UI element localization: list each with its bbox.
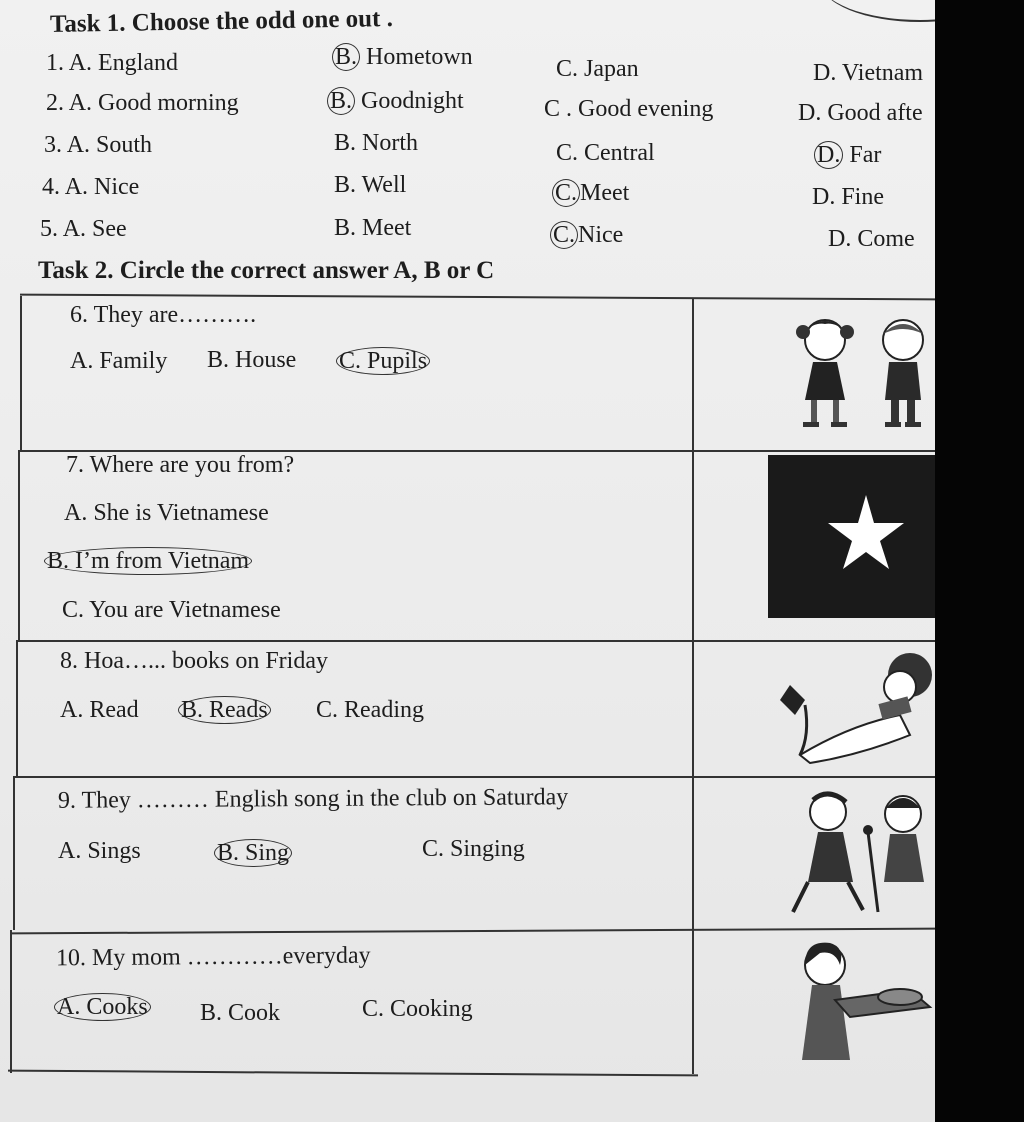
singers-icon bbox=[768, 782, 935, 917]
q7-option-a: A. She is Vietnamese bbox=[64, 500, 269, 526]
row-number: 3. bbox=[44, 132, 62, 158]
task1-row4-option-d: D. Fine bbox=[812, 184, 884, 210]
task1-row2 bbox=[46, 90, 239, 117]
task1-row3-option-c: C. Central bbox=[556, 140, 655, 166]
question-8: 8. Hoa…... books on Friday bbox=[60, 648, 328, 674]
answer-circle: B. bbox=[332, 43, 360, 71]
task1-row2-option-d: D. Good afte bbox=[798, 100, 923, 126]
task1-row5-option-d: D. Come bbox=[828, 226, 915, 252]
task1-row5-option-b: B. Meet bbox=[334, 215, 412, 241]
task1-row1-option-b bbox=[332, 44, 473, 71]
question-9: 9. They ……… English song in the club on Saturday bbox=[57, 784, 569, 814]
question-10: 10. My mom …………everyday bbox=[55, 942, 371, 972]
answer-circle: B. bbox=[327, 87, 355, 115]
answer-circle: B. Reads bbox=[178, 696, 271, 724]
vietnam-flag-icon bbox=[768, 455, 935, 618]
task1-row1 bbox=[46, 50, 178, 77]
answer-circle: B. I’m from Vietnam bbox=[44, 547, 252, 575]
answer-circle: C. bbox=[552, 179, 580, 207]
question-7: 7. Where are you from? bbox=[66, 452, 295, 478]
q7-option-c: C. You are Vietnamese bbox=[62, 597, 281, 623]
task1-row5-option-c bbox=[550, 222, 623, 249]
table-border-left bbox=[20, 296, 22, 450]
girl-reading-icon bbox=[760, 645, 935, 770]
answer-circle: A. Cooks bbox=[54, 993, 151, 1021]
row-number: 1. bbox=[46, 50, 64, 76]
option-a: A. England bbox=[68, 50, 178, 76]
option-a: A. South bbox=[66, 132, 153, 158]
table-divider bbox=[14, 776, 935, 778]
q9-option-b bbox=[214, 840, 292, 867]
two-pupils-icon bbox=[775, 310, 935, 435]
option-a: A. Nice bbox=[64, 174, 140, 200]
option-b-text: Hometown bbox=[360, 44, 473, 70]
question-6: 6. They are………. bbox=[70, 302, 257, 328]
table-border-left bbox=[16, 640, 18, 776]
task2-title: Task 2. Circle the correct answer A, B or C bbox=[38, 257, 495, 284]
q7-option-b bbox=[44, 548, 252, 575]
task1-row4 bbox=[42, 174, 139, 201]
q10-option-b: B. Cook bbox=[200, 1000, 281, 1026]
task1-row1-option-c: C. Japan bbox=[556, 56, 639, 82]
q8-option-b bbox=[178, 697, 271, 724]
woman-cooking-icon bbox=[790, 935, 935, 1065]
q6-option-b: B. House bbox=[207, 347, 297, 373]
option-a: A. See bbox=[62, 216, 127, 242]
answer-circle: D. bbox=[814, 141, 843, 169]
q8-option-c: C. Reading bbox=[316, 697, 424, 723]
table-divider bbox=[12, 928, 935, 935]
task1-row5 bbox=[40, 216, 127, 243]
task1-row3-option-b: B. North bbox=[334, 130, 418, 156]
task1-row3 bbox=[44, 132, 152, 159]
q10-option-a bbox=[54, 994, 151, 1021]
table-divider bbox=[16, 640, 935, 642]
option-d-text: Far bbox=[843, 142, 882, 168]
answer-circle: C. bbox=[550, 221, 578, 249]
option-a: A. Good morning bbox=[68, 90, 239, 116]
q9-option-c: C. Singing bbox=[422, 836, 525, 862]
task1-row4-option-c bbox=[552, 180, 629, 207]
table-border-left bbox=[18, 450, 20, 640]
q6-option-a: A. Family bbox=[70, 348, 168, 374]
task1-row3-option-d bbox=[814, 142, 881, 169]
row-number: 5. bbox=[40, 216, 58, 242]
table-border-top bbox=[20, 294, 935, 301]
answer-circle: B. Sing bbox=[214, 839, 292, 867]
option-c-text: Meet bbox=[580, 180, 630, 206]
option-b-text: Goodnight bbox=[355, 88, 464, 114]
q6-option-c bbox=[336, 348, 430, 375]
task1-title: Task 1. Choose the odd one out . bbox=[49, 5, 394, 38]
task1-row4-option-b: B. Well bbox=[334, 172, 407, 198]
row-number: 4. bbox=[42, 174, 60, 200]
q9-option-a: A. Sings bbox=[58, 838, 141, 864]
q10-option-c: C. Cooking bbox=[362, 996, 473, 1022]
table-border-left bbox=[13, 776, 15, 930]
task1-row1-option-d: D. Vietnam bbox=[813, 60, 924, 86]
task1-row2-option-c: C . Good evening bbox=[544, 96, 714, 122]
background-edge bbox=[935, 0, 1024, 1122]
table-border-left bbox=[10, 930, 12, 1073]
option-c-text: Nice bbox=[578, 222, 624, 248]
q8-option-a: A. Read bbox=[60, 697, 139, 723]
answer-circle: C. Pupils bbox=[336, 347, 430, 375]
task1-row2-option-b bbox=[327, 88, 464, 115]
row-number: 2. bbox=[46, 90, 64, 116]
table-border-bottom bbox=[8, 1070, 698, 1077]
table-column-divider bbox=[692, 298, 694, 1074]
decorative-arc bbox=[820, 0, 935, 22]
